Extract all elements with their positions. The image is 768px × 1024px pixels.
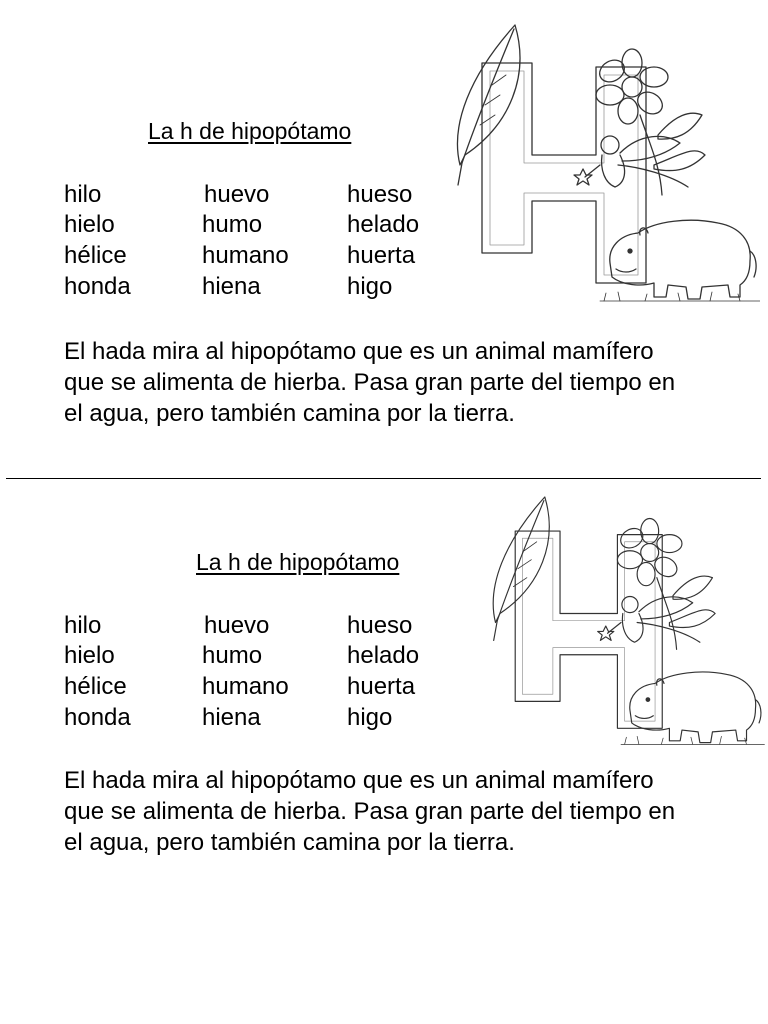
word-item: humo: [202, 211, 263, 238]
word-item: humano: [202, 242, 289, 269]
letter-h-illustration: [476, 488, 766, 748]
word-item: huerta: [347, 242, 416, 269]
word-item: hélice: [64, 242, 127, 269]
word-item: hélice: [64, 673, 127, 700]
page-divider: [6, 478, 761, 479]
word-item: huerta: [347, 673, 416, 700]
worksheet-paragraph: El hada mira al hipopótamo que es un animal mamífero que se alimenta de hierba. Pasa gran parte del tiempo en el agua, pero también camina por la tierra.: [64, 767, 676, 856]
worksheet-paragraph: El hada mira al hipopótamo que es un animal mamífero que se alimenta de hierba. Pasa gran parte del tiempo en el agua, pero también camina por la tierra.: [64, 338, 676, 427]
fairy-icon: [574, 136, 688, 187]
worksheet-card-top: [0, 0, 768, 470]
word-item: huevo: [204, 181, 270, 208]
flower-icon: [596, 49, 705, 195]
word-item: hielo: [64, 211, 115, 238]
hippo-icon: [621, 672, 764, 744]
word-item: hueso: [347, 612, 413, 639]
word-item: higo: [347, 704, 393, 731]
hippo-icon: [600, 220, 760, 301]
leaf-icon: [457, 25, 519, 185]
word-item: humo: [202, 642, 263, 669]
word-item: hilo: [64, 612, 102, 639]
word-item: humano: [202, 673, 289, 700]
fairy-icon: [598, 596, 700, 642]
word-item: higo: [347, 273, 393, 300]
word-item: helado: [347, 642, 420, 669]
word-item: hielo: [64, 642, 115, 669]
word-item: hilo: [64, 181, 102, 208]
letter-h-illustration: [440, 15, 760, 305]
flower-icon: [617, 518, 715, 649]
worksheet-title: La h de hipopótamo: [148, 118, 352, 144]
word-item: hiena: [202, 704, 261, 731]
leaf-icon: [493, 497, 549, 640]
letter-h-icon: [515, 531, 662, 728]
word-item: hueso: [347, 181, 413, 208]
word-item: huevo: [204, 612, 270, 639]
word-item: helado: [347, 211, 420, 238]
word-item: hiena: [202, 273, 261, 300]
word-item: honda: [64, 704, 131, 731]
worksheet-card-bottom: [0, 480, 768, 950]
worksheet-title: La h de hipopótamo: [196, 549, 400, 575]
letter-h-icon: [482, 63, 646, 283]
word-item: honda: [64, 273, 131, 300]
